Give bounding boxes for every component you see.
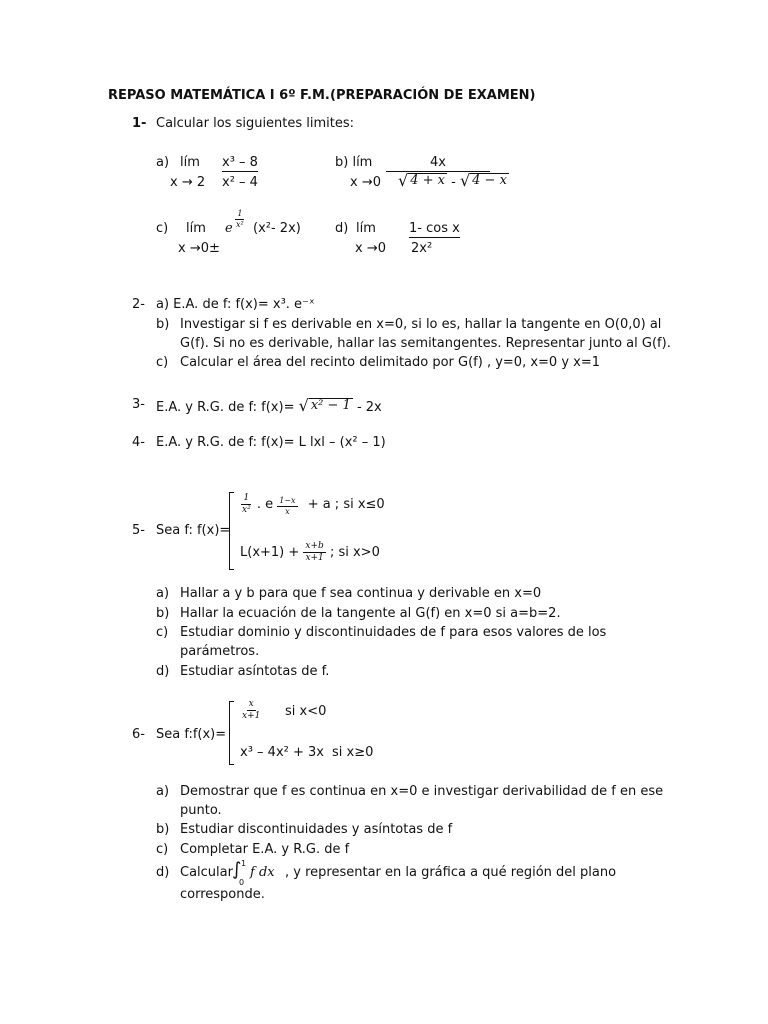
q5-item-label: d): [156, 664, 170, 679]
q1d-label: d): [335, 221, 349, 236]
q6d-pre: Calcular: [180, 865, 233, 880]
q5-item-label: b): [156, 606, 170, 621]
q5-item-text: parámetros.: [180, 644, 260, 659]
q2b-line2: G(f). Si no es derivable, hallar las semitangentes. Representar junto al G(f).: [180, 336, 671, 351]
q5-exp-frac: [277, 497, 297, 516]
document-title: REPASO MATEMÁTICA I 6º F.M.: [108, 88, 330, 103]
q4-text: E.A. y R.G. de f: f(x)= L lxl – (x² – 1): [156, 435, 386, 450]
q1d-denominator: 2x²: [411, 241, 433, 256]
q1-number: 1-: [132, 116, 147, 131]
radical-sign: √: [298, 396, 309, 415]
q6-p1-den: x+1: [242, 711, 261, 721]
q1b-limit-var: x →0: [350, 175, 381, 190]
q1a-limit-var: x → 2: [170, 175, 206, 190]
q1b-denominator: [398, 173, 509, 191]
q2b-label: b): [156, 317, 170, 332]
q6-p1-condition: si x<0: [285, 704, 327, 719]
q5-p2-num: x+b: [305, 541, 324, 551]
integral-lower-limit: 0: [239, 878, 245, 887]
q1a-label: a): [156, 155, 170, 170]
q1c-rest: (x²- 2x): [253, 221, 301, 236]
q1a-denominator: x² – 4: [222, 175, 258, 190]
q1d-limit-var: x →0: [355, 241, 386, 256]
q6-piece-1: [240, 700, 262, 721]
q6-piece-2: x³ – 4x² + 3x: [240, 745, 324, 760]
q3-sqrt: [299, 398, 353, 414]
q1c-exp-num: 1: [237, 209, 243, 218]
q1d-lim: lím: [356, 221, 376, 236]
q5-item-text: Hallar a y b para que f sea continua y derivable en x=0: [180, 586, 542, 601]
q5-number: 5-: [132, 523, 145, 538]
q6d-integrand: f dx: [250, 865, 275, 880]
q6-p2-condition: si x≥0: [332, 745, 374, 760]
q2b-line1: Investigar si f es derivable en x=0, si lo es, hallar la tangente en O(0,0) al: [180, 317, 662, 332]
q5-p1-e: . e: [256, 497, 274, 512]
integral-upper-limit: 1: [241, 859, 247, 868]
q6b-line: Estudiar discontinuidades y asíntotas de f: [180, 822, 453, 837]
q5-piece-1: [240, 494, 385, 516]
sqrt-4-minus-x: [460, 173, 509, 189]
document-subtitle: (PREPARACIÓN DE EXAMEN): [330, 88, 536, 103]
q6a-label: a): [156, 784, 170, 799]
q3-text-post: - 2x: [356, 400, 382, 415]
q5-p1-num: 1: [243, 493, 250, 503]
q1c-e: e: [225, 221, 233, 236]
q1b-numerator-text: 4x: [430, 155, 446, 170]
q5-p1-tail: + a ; si x≤0: [307, 497, 385, 512]
q6d-label: d): [156, 865, 170, 880]
q5-lead: Sea f: f(x)=: [156, 523, 231, 538]
q3-radicand: x² − 1: [310, 398, 351, 414]
q1c-exp-den: x²: [236, 220, 244, 229]
q1a-numerator: x³ – 8: [222, 155, 258, 170]
q6-brace: [229, 701, 230, 765]
q2c-line: Calcular el área del recinto delimitado por G(f) , y=0, x=0 y x=1: [180, 355, 601, 370]
q5-item-text: Hallar la ecuación de la tangente al G(f) en x=0 si a=b=2.: [180, 606, 561, 621]
q3-number: 3-: [132, 397, 145, 412]
q6-p1-frac: [240, 700, 262, 721]
q1c-label: c): [156, 221, 169, 236]
q6d-post: , y representar en la gráfica a qué región del plano: [285, 865, 617, 880]
q2c-label: c): [156, 355, 169, 370]
q5-p2-frac: [303, 542, 325, 563]
q6b-label: b): [156, 822, 170, 837]
q1c-lim: lím: [186, 221, 206, 236]
q5-item-label: a): [156, 586, 170, 601]
q5-item-text: Estudiar asíntotas de f.: [180, 664, 330, 679]
q5-item-label: c): [156, 625, 169, 640]
q5-p2-tail: ; si x>0: [329, 545, 380, 560]
q1b-numerator: [386, 156, 490, 172]
radical-sign: √: [459, 171, 471, 190]
q1d-numerator: 1- cos x: [409, 221, 460, 236]
q5-p1-den: x²: [242, 505, 251, 515]
q6a-line2: punto.: [180, 803, 222, 818]
integral-sign: ∫: [232, 859, 242, 880]
radical-sign: √: [398, 171, 409, 190]
q3-text-pre: E.A. y R.G. de f: f(x)=: [156, 400, 295, 415]
q5-p2-head: L(x+1) +: [240, 545, 300, 560]
q5-exp-num: 1−x: [279, 495, 296, 505]
q2a-text: a) E.A. de f: f(x)= x³. e⁻ˣ: [156, 297, 315, 312]
q4-number: 4-: [132, 435, 145, 450]
q6a-line1: Demostrar que f es continua en x=0 e investigar derivabilidad de f en ese: [180, 784, 664, 799]
q6c-line: Completar E.A. y R.G. de f: [180, 842, 350, 857]
q5-p2-den: x+1: [305, 553, 324, 563]
q1-text: Calcular los siguientes limites:: [156, 116, 355, 131]
q2-number: 2-: [132, 297, 145, 312]
q1c-limit-var: x →0±: [178, 241, 220, 256]
sqrt-4-plus-x: [398, 173, 447, 189]
q6-number: 6-: [132, 727, 145, 742]
q1a-lim: lím: [180, 155, 200, 170]
q5-frac-1-over-x2: [240, 494, 253, 515]
q6d-line2: corresponde.: [180, 887, 265, 902]
minus-sign: -: [451, 175, 456, 190]
q6-p1-num: x: [248, 699, 254, 709]
radicand-1: 4 + x: [410, 173, 445, 189]
q5-item-text: Estudiar dominio y discontinuidades de f para esos valores de los: [180, 625, 607, 640]
q1c-exponent: [234, 210, 246, 229]
q6-lead: Sea f:f(x)=: [156, 727, 227, 742]
q5-piece-2: [240, 542, 380, 563]
q1b-label: b) lím: [335, 155, 373, 170]
q6c-label: c): [156, 842, 169, 857]
q1c-exp-frac: [234, 210, 246, 229]
radicand-2: 4 − x: [472, 173, 507, 189]
q5-exp-den: x: [285, 506, 290, 516]
q3-text: [156, 398, 382, 416]
